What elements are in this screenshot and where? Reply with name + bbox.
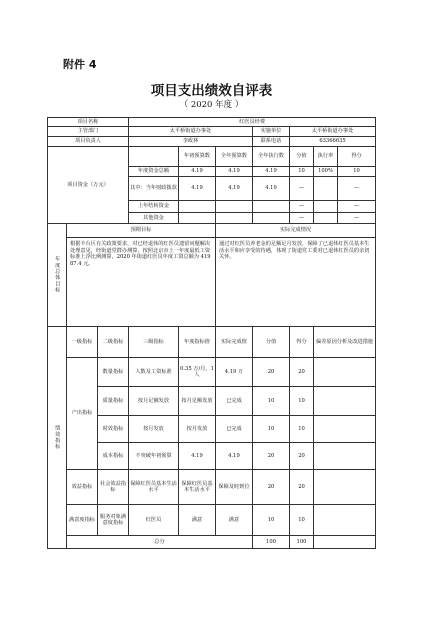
funds-cell: 4.19 xyxy=(216,167,253,177)
indicator-note xyxy=(314,443,376,470)
total-label: 总分 xyxy=(67,536,253,549)
indicator-level2: 数量指标 xyxy=(98,358,129,387)
indicator-header: 三级指标 xyxy=(129,327,179,358)
phone-label: 联系电话 xyxy=(253,137,290,147)
indicator-level3: 保障红医员基本生活水平 xyxy=(129,470,179,505)
funds-header: 得分 xyxy=(338,147,376,167)
indicator-weight: 10 xyxy=(253,387,290,416)
goals-section-text: 年度总体目标 xyxy=(54,256,61,294)
indicator-actual: 满意 xyxy=(216,505,253,536)
funds-row-label: 其他资金 xyxy=(129,213,179,224)
indicator-header: 得分 xyxy=(290,327,314,358)
funds-header: 全年执行数 xyxy=(253,147,290,167)
indicator-note xyxy=(314,387,376,416)
project-name-label: 项目名称 xyxy=(48,118,129,127)
attachment-label: 附件 4 xyxy=(63,58,97,71)
funds-cell xyxy=(216,213,253,224)
indicator-target: 按月足额发放 xyxy=(179,387,216,416)
funds-cell xyxy=(314,177,338,201)
evaluation-table xyxy=(47,117,376,549)
indicator-weight: 20 xyxy=(253,470,290,505)
funds-cell: — xyxy=(290,201,314,213)
indicator-actual: 已完成 xyxy=(216,416,253,443)
indicator-note xyxy=(314,470,376,505)
person-label: 项目负责人 xyxy=(48,137,129,147)
indicator-header: 一级指标 xyxy=(67,327,98,358)
indicator-target: 按月发放 xyxy=(179,416,216,443)
funds-cell xyxy=(253,201,290,213)
indicator-score: 20 xyxy=(290,470,314,505)
goals-content-row xyxy=(48,238,376,327)
indicator-row xyxy=(48,358,376,387)
funds-section-label: 项目资金（万元） xyxy=(48,147,129,224)
goals-section-label xyxy=(48,224,67,327)
indicator-target: 满意 xyxy=(179,505,216,536)
indicator-actual: 4.19 万 xyxy=(216,358,253,387)
indicator-level2: 成本指标 xyxy=(98,443,129,470)
indicator-section-label xyxy=(48,327,67,549)
funds-cell: 10 xyxy=(338,167,376,177)
funds-cell: 100% xyxy=(314,167,338,177)
indicator-level2: 服务对象满意度指标 xyxy=(98,505,129,536)
actual-goal-text: 通过对红医员养老金的足额足月发放，保障了已退休红医员基本生活水平和应享受的待遇，体现了街道党工委对已退休红医员的亲切关怀。 xyxy=(216,238,376,327)
impl-value: 太平桥街道办事处 xyxy=(290,127,376,137)
funds-cell: — xyxy=(290,177,314,201)
indicator-header: 实际完成值 xyxy=(216,327,253,358)
indicator-actual: 4.19 xyxy=(216,443,253,470)
year-label: （ 2020 年度 ） xyxy=(179,100,244,110)
indicator-header: 二级指标 xyxy=(98,327,129,358)
indicator-header-row xyxy=(48,327,376,358)
phone-value: 63366635 xyxy=(290,137,376,147)
total-row xyxy=(48,536,376,549)
indicator-header: 分值 xyxy=(253,327,290,358)
funds-cell xyxy=(216,201,253,213)
funds-cell: — xyxy=(338,213,376,224)
indicator-score: 10 xyxy=(290,416,314,443)
indicator-weight: 20 xyxy=(253,358,290,387)
dept-label: 主管部门 xyxy=(48,127,129,137)
indicator-level2: 社会效益指标 xyxy=(98,470,129,505)
indicator-row xyxy=(48,505,376,536)
indicator-level2: 时效指标 xyxy=(98,416,129,443)
indicator-level3: 不突破年初预算 xyxy=(129,443,179,470)
person-value: 李政林 xyxy=(129,137,253,147)
indicator-level3: 红医员 xyxy=(129,505,179,536)
indicator-weight: 20 xyxy=(253,443,290,470)
expected-goal-header: 预期目标 xyxy=(67,224,216,238)
impl-label: 实施单位 xyxy=(253,127,290,137)
indicator-score: 20 xyxy=(290,443,314,470)
project-name-row xyxy=(48,118,376,127)
funds-cell: 4.19 xyxy=(253,167,290,177)
funds-header: 分值 xyxy=(290,147,314,167)
funds-header: 全年预算数 xyxy=(216,147,253,167)
funds-cell: — xyxy=(338,201,376,213)
funds-row-label: 其中：当年财政拨款 xyxy=(129,177,179,201)
indicator-score: 20 xyxy=(290,358,314,387)
indicator-row xyxy=(48,443,376,470)
indicator-actual: 保障及时到位 xyxy=(216,470,253,505)
funds-cell: — xyxy=(338,177,376,201)
indicator-row xyxy=(48,416,376,443)
indicator-section-text: 绩效指标 xyxy=(54,425,61,450)
dept-row xyxy=(48,127,376,137)
indicator-score: 10 xyxy=(290,387,314,416)
funds-cell xyxy=(253,213,290,224)
total-weight: 100 xyxy=(253,536,290,549)
total-score: 100 xyxy=(290,536,314,549)
indicator-level3: 按月发放 xyxy=(129,416,179,443)
indicator-level3: 按月足额发放 xyxy=(129,387,179,416)
funds-header-row xyxy=(48,147,376,167)
indicator-row xyxy=(48,387,376,416)
indicator-actual: 已完成 xyxy=(216,387,253,416)
indicator-target: 保障红医员基本生活水平 xyxy=(179,470,216,505)
dept-value: 太平桥街道办事处 xyxy=(129,127,253,137)
actual-goal-header: 实际完成情况 xyxy=(216,224,376,238)
funds-cell: 4.19 xyxy=(179,167,216,177)
funds-row-label: 上年结转资金 xyxy=(129,201,179,213)
indicator-weight: 10 xyxy=(253,416,290,443)
funds-cell xyxy=(179,201,216,213)
page-title: 项目支出绩效自评表 xyxy=(150,83,273,99)
indicator-note xyxy=(314,505,376,536)
funds-cell: 4.19 xyxy=(216,177,253,201)
indicator-header: 年度指标值 xyxy=(179,327,216,358)
project-name-value: 红医员经费 xyxy=(129,118,376,127)
effect-indicator-label: 效益指标 xyxy=(67,470,98,505)
indicator-row xyxy=(48,470,376,505)
funds-header: 年初预算数 xyxy=(179,147,216,167)
indicator-target: 4.19 xyxy=(179,443,216,470)
funds-cell xyxy=(314,213,338,224)
funds-cell xyxy=(314,201,338,213)
funds-cell: 4.19 xyxy=(253,177,290,201)
funds-cell: 4.19 xyxy=(179,177,216,201)
satisfaction-indicator-label: 满意度指标 xyxy=(67,505,98,536)
funds-row-label: 年度资金总额 xyxy=(129,167,179,177)
person-row xyxy=(48,137,376,147)
indicator-score: 10 xyxy=(290,505,314,536)
goals-header-row xyxy=(48,224,376,238)
indicator-note xyxy=(314,416,376,443)
indicator-target: 0.35 万/月，1 人 xyxy=(179,358,216,387)
output-indicator-label: 产出指标 xyxy=(67,358,98,470)
indicator-weight: 10 xyxy=(253,505,290,536)
funds-cell: 10 xyxy=(290,167,314,177)
funds-header: 执行率 xyxy=(314,147,338,167)
indicator-header: 偏差原因分析及改进措施 xyxy=(314,327,376,358)
indicator-level3: 人数及工资标准 xyxy=(129,358,179,387)
funds-cell xyxy=(179,213,216,224)
funds-cell: — xyxy=(290,213,314,224)
indicator-note xyxy=(314,358,376,387)
indicator-level2: 质量指标 xyxy=(98,387,129,416)
expected-goal-text: 根据丰台区有关政策要求，对已经退休的红医员遗留问题解决处理意见，经街道党群办测算，按照北京市上一年度最低工资标准上浮比例测算，2020 年街道红医员年度工资总额为 41987.4 元。 xyxy=(67,238,216,327)
